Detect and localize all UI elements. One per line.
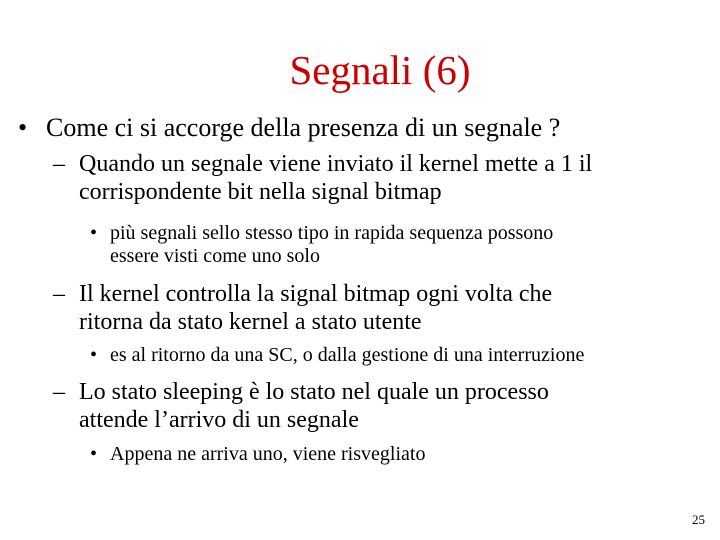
bullet-marker: •	[90, 344, 98, 366]
dash-marker: –	[53, 379, 65, 405]
bullet-text-line: Quando un segnale viene inviato il kernel mette a 1 il	[79, 151, 593, 177]
bullet-level3-same-type-signals	[90, 222, 553, 268]
bullet-text-line: Il kernel controlla la signal bitmap ogni volta che	[79, 281, 553, 307]
bullet-level3-wake-up	[90, 443, 425, 466]
bullet-text-line: Come ci si accorge della presenza di un segnale ?	[46, 113, 561, 142]
dash-marker: –	[53, 281, 65, 307]
dash-marker: –	[53, 151, 65, 177]
bullet-level2-sleeping-state	[53, 378, 549, 434]
bullet-text-line: Lo stato sleeping è lo stato nel quale un processo	[79, 379, 549, 405]
bullet-marker: •	[18, 113, 28, 142]
bullet-text-line: attende l’arrivo di un segnale	[79, 407, 359, 433]
bullet-level2-kernel-checks-bitmap	[53, 280, 552, 336]
slide-title: Segnali (6)	[289, 47, 471, 93]
bullet-text-line: più segnali sello stesso tipo in rapida sequenza possono	[110, 222, 554, 244]
bullet-marker: •	[90, 222, 98, 244]
bullet-marker: •	[90, 443, 98, 465]
bullet-level2-signal-bitmap	[53, 150, 592, 206]
page-number: 25	[692, 512, 705, 527]
bullet-text-line: Appena ne arriva uno, viene risvegliato	[110, 443, 426, 465]
bullet-level3-sc-return-example	[90, 344, 584, 367]
bullet-text-line: es al ritorno da una SC, o dalla gestione di una interruzione	[110, 344, 585, 366]
bullet-level1-how-to-detect-signal	[18, 113, 560, 143]
bullet-text-line: corrispondente bit nella signal bitmap	[79, 179, 442, 205]
bullet-text-line: ritorna da stato kernel a stato utente	[79, 309, 422, 335]
bullet-text-line: essere visti come uno solo	[110, 245, 320, 267]
